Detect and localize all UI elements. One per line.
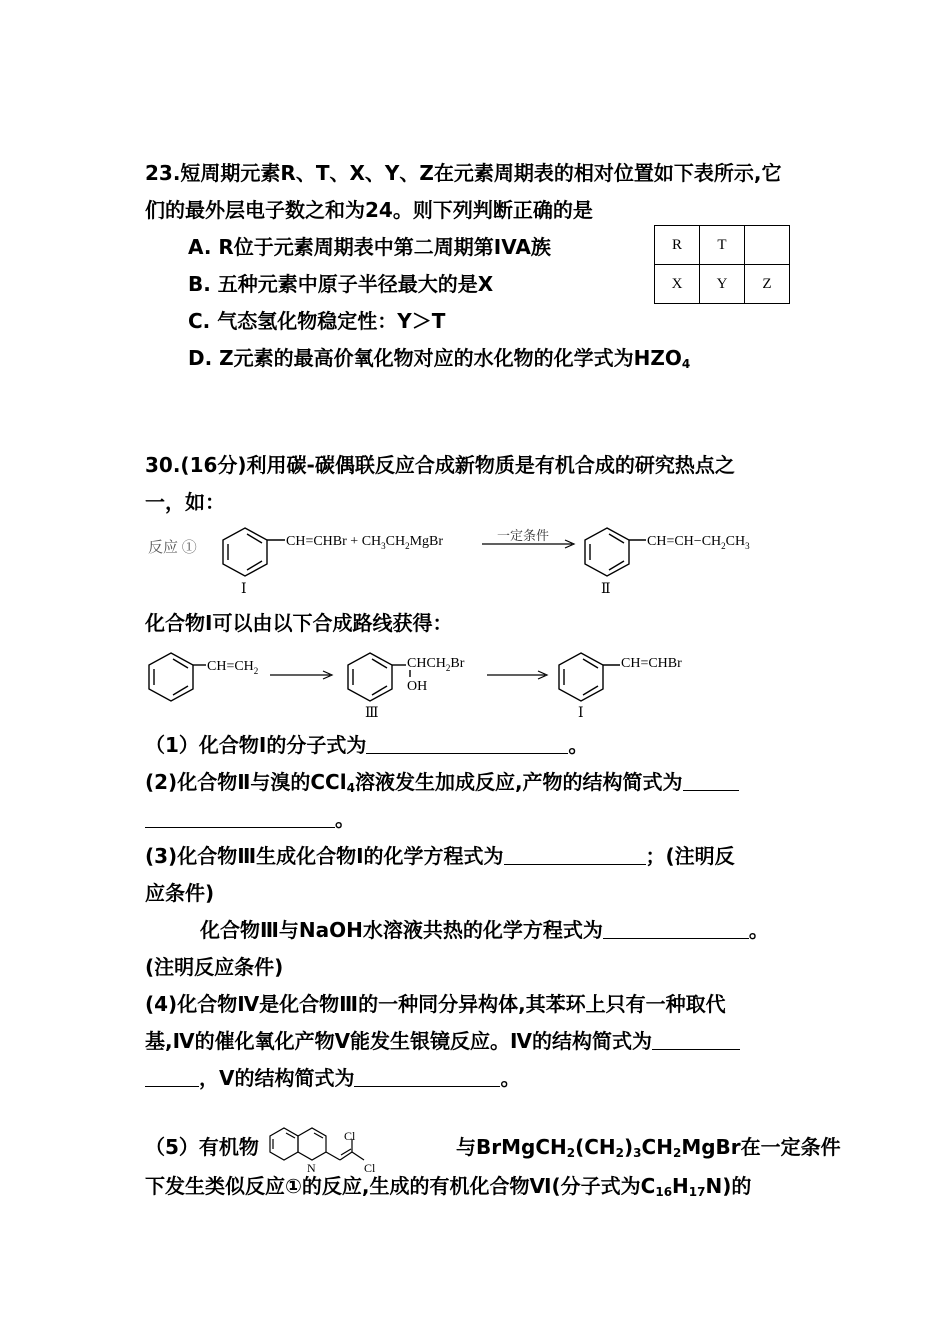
answer-blank-3 bbox=[504, 846, 646, 865]
part2-sub: 4 bbox=[346, 781, 355, 795]
chlorine-atom-1: Cl bbox=[344, 1129, 356, 1143]
route-intro: 化合物Ⅰ可以由以下合成路线获得： bbox=[145, 611, 453, 635]
part5-text: （5）有机物 bbox=[145, 1135, 259, 1159]
compound-III-label: Ⅲ bbox=[365, 706, 379, 721]
benzene-ring-icon bbox=[585, 528, 646, 576]
compound-I-route-label: Ⅰ bbox=[578, 706, 584, 721]
q30-stem-line1: 30.(16分)利用碳-碳偶联反应合成新物质是有机合成的研究热点之 bbox=[145, 453, 735, 477]
q23-stem-line1: 23.短周期元素R、T、X、Y、Z在元素周期表的相对位置如下表所示,它 bbox=[145, 161, 782, 185]
q23-option-d-text: D. Z元素的最高价氧化物对应的水化物的化学式为HZO bbox=[188, 346, 682, 370]
answer-blank-4c bbox=[354, 1068, 500, 1087]
q30-part5-line1 bbox=[145, 1134, 259, 1160]
cell-empty bbox=[745, 226, 790, 265]
part1-end: 。 bbox=[568, 733, 589, 757]
cell-x: X bbox=[655, 265, 700, 304]
compound-I-formula: CH=CHBr bbox=[621, 656, 682, 671]
q23-option-d bbox=[188, 345, 690, 371]
part3b-end: 。 bbox=[748, 918, 769, 942]
q30-part3b-line2: (注明反应条件) bbox=[145, 955, 284, 979]
q30-part2-cont bbox=[145, 806, 355, 832]
reaction-arrow-icon bbox=[270, 671, 332, 679]
part2-end: 。 bbox=[335, 807, 355, 831]
q30-part4-line1: (4)化合物Ⅳ是化合物Ⅲ的一种同分异构体,其苯环上只有一种取代 bbox=[145, 992, 726, 1016]
compound-I-label: Ⅰ bbox=[241, 582, 247, 597]
answer-blank-3b bbox=[603, 920, 749, 939]
part3-note: ；(注明反 bbox=[645, 844, 735, 868]
nitrogen-atom: N bbox=[307, 1161, 316, 1175]
benzene-ring-icon bbox=[149, 653, 206, 701]
reaction-1-label: 反应 ① bbox=[148, 540, 197, 556]
q30-part1 bbox=[145, 732, 588, 758]
compound-III-hydroxyl: OH bbox=[407, 679, 428, 694]
part4-text-mid: ，Ⅴ的结构简式为 bbox=[199, 1066, 355, 1090]
q30-part3-line2: 应条件) bbox=[145, 881, 215, 905]
answer-blank-2b bbox=[145, 809, 335, 828]
benzene-ring-icon bbox=[223, 528, 285, 576]
chlorine-atom-2: Cl bbox=[364, 1161, 376, 1175]
part3-text: (3)化合物Ⅲ生成化合物Ⅰ的化学方程式为 bbox=[145, 844, 504, 868]
q30-part5-line2: 下发生类似反应①的反应,生成的有机化合物Ⅵ(分子式为$C_{16}H_{17}N$)的 bbox=[145, 1174, 752, 1199]
q30-stem-line2: 一，如： bbox=[145, 490, 225, 514]
q23-stem-line2: 们的最外层电子数之和为24。则下列判断正确的是 bbox=[145, 198, 593, 222]
q23-option-a: A. R位于元素周期表中第二周期第IVA族 bbox=[188, 235, 551, 259]
reaction-arrow-icon bbox=[487, 671, 547, 679]
compound-III-top-formula: $CHCH_2Br$ bbox=[407, 656, 465, 673]
cell-t: T bbox=[700, 226, 745, 265]
q23-option-b: B. 五种元素中原子半径最大的是X bbox=[188, 272, 494, 296]
benzene-ring-icon bbox=[348, 653, 410, 701]
q30-part3 bbox=[145, 843, 735, 869]
q30-part4-line2 bbox=[145, 1028, 740, 1054]
part2-text: (2)化合物Ⅱ与溴的CCl bbox=[145, 770, 347, 794]
part1-text: （1）化合物Ⅰ的分子式为 bbox=[145, 733, 367, 757]
part2-text-mid: 溶液发生加成反应,产物的结构简式为 bbox=[354, 770, 683, 794]
cell-y: Y bbox=[700, 265, 745, 304]
q23-option-c: C. 气态氢化物稳定性：Y＞T bbox=[188, 309, 446, 333]
part3b-text: 化合物Ⅲ与NaOH水溶液共热的化学方程式为 bbox=[200, 918, 603, 942]
q30-part2 bbox=[145, 769, 739, 795]
answer-blank-2a bbox=[683, 772, 739, 791]
reaction-1-scheme bbox=[0, 520, 950, 600]
answer-blank-1 bbox=[366, 735, 568, 754]
reaction-1-reactant-formula: CH=CHBr + $CH_3CH_2MgBr$ bbox=[286, 534, 444, 551]
synthesis-route-scheme bbox=[0, 645, 950, 725]
answer-blank-4b bbox=[145, 1068, 199, 1087]
compound-II-label: Ⅱ bbox=[601, 582, 611, 597]
reaction-condition: 一定条件 bbox=[497, 528, 550, 543]
periodic-position-table bbox=[654, 225, 790, 304]
benzene-ring-icon bbox=[559, 653, 620, 701]
q23-option-d-sub: 4 bbox=[681, 357, 691, 371]
cell-r: R bbox=[655, 226, 700, 265]
q30-part5-line1-right: 与$BrMgCH_2(CH_2)_3CH_2MgBr$在一定条件 bbox=[456, 1135, 841, 1160]
part4-text: 基,Ⅳ的催化氧化产物Ⅴ能发生银镜反应。Ⅳ的结构简式为 bbox=[145, 1029, 653, 1053]
answer-blank-4a bbox=[652, 1031, 740, 1050]
part4-end: 。 bbox=[500, 1066, 521, 1090]
reaction-1-product-formula: $CH=CH-CH_2CH_3$ bbox=[647, 534, 750, 551]
cell-z: Z bbox=[745, 265, 790, 304]
q30-part3b bbox=[200, 917, 769, 943]
q30-part4-line3 bbox=[145, 1065, 520, 1091]
styrene-formula: $CH=CH_2$ bbox=[207, 659, 259, 676]
